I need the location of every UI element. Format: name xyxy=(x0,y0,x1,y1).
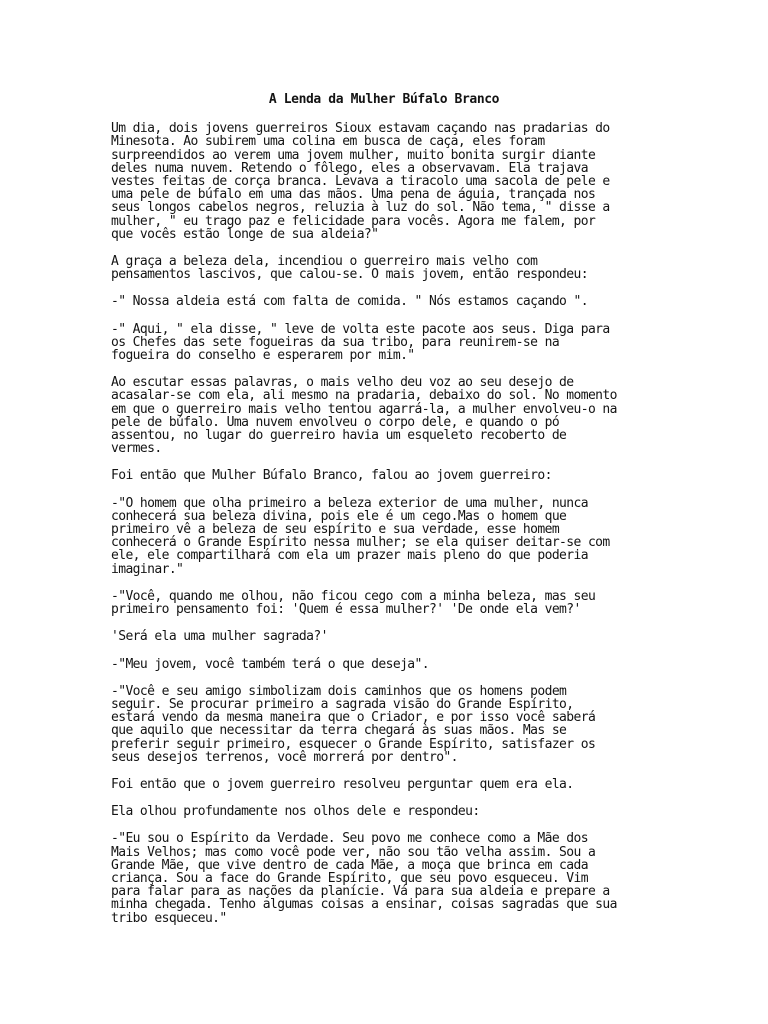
paragraph: Ela olhou profundamente nos olhos dele e respondeu: xyxy=(111,804,480,820)
paragraph: -" Aqui, " ela disse, " leve de volta este pacote aos seus. Diga para os Chefes das sete fogueiras da sua tribo, para reunirem-se na fogueira do conselho e esperarem por mim." xyxy=(111,321,610,364)
paragraph: -"Meu jovem, você também terá o que deseja". xyxy=(111,656,429,672)
paragraph: Foi então que o jovem guerreiro resolveu perguntar quem era ela. xyxy=(111,776,574,792)
paragraph: -" Nossa aldeia está com falta de comida. " Nós estamos caçando ". xyxy=(111,294,588,310)
paragraph: Foi então que Mulher Búfalo Branco, falou ao jovem guerreiro: xyxy=(111,468,552,484)
paragraph: Um dia, dois jovens guerreiros Sioux estavam caçando nas pradarias do Minesota. Ao subirem uma colina em busca de caça, eles foram surpreendidos ao verem uma jovem mulher, muito bonita surgir diante deles numa nuvem. Retendo o fôlego, eles a observavam. Ela trajava vestes feitas de corça branca. Levava a tiracolo uma sacola de pele e uma pele de búfalo em uma das mãos. Uma pena de águia, trançada nos seus longos cabelos negros, reluzia à luz do sol. Não tema, " disse a mulher, " eu trago paz e felicidade para vocês. Agora me falem, por que vocês estão longe de sua aldeia?" xyxy=(111,121,610,242)
paragraph: Ao escutar essas palavras, o mais velho deu voz ao seu desejo de acasalar-se com ela, ali mesmo na pradaria, debaixo do sol. No momento em que o guerreiro mais velho tentou agarrá-la, a mulher envolveu-o na pele de búfalo. Uma nuvem envolveu o corpo dele, e quando o pó assentou, no lugar do guerreiro havia um esqueleto recoberto de vermes. xyxy=(111,375,617,457)
paragraph: -"Eu sou o Espírito da Verdade. Seu povo me conhece como a Mãe dos Mais Velhos; mas como você pode ver, não sou tão velha assim. Sou a Grande Mãe, que vive dentro de cada Mãe, a moça que brinca em cada criança. Sou a face do Grande Espírito, que seu povo esqueceu. Vim para falar para as nações da planície. Vá para sua aldeia e prepare a minha chegada. Tenho algumas coisas a ensinar, coisas sagradas que sua tribo esqueceu." xyxy=(111,831,617,926)
paragraph: -"Você, quando me olhou, não ficou cego com a minha beleza, mas seu primeiro pensamento foi: 'Quem é essa mulher?' 'De onde ela vem?' xyxy=(111,588,596,618)
document-body xyxy=(111,93,657,939)
paragraph: -"O homem que olha primeiro a beleza exterior de uma mulher, nunca conhecerá sua beleza divina, pois ele é um cego.Mas o homem que primeiro vê a beleza de seu espírito e sua verdade, esse homem conhecerá o Grande Espírito nessa mulher; se ela quiser deitar-se com ele, ele compartilhará com ela um prazer mais pleno do que poderia imaginar." xyxy=(111,495,610,577)
paragraph: A graça a beleza dela, incendiou o guerreiro mais velho com pensamentos lascivos, que calou-se. O mais jovem, então respondeu: xyxy=(111,254,588,283)
paragraph: 'Será ela uma mulher sagrada?' xyxy=(111,629,328,645)
document-title: A Lenda da Mulher Búfalo Branco xyxy=(268,92,500,107)
paragraph: -"Você e seu amigo simbolizam dois caminhos que os homens podem seguir. Se procurar primeiro a sagrada visão do Grande Espírito, estará vendo da mesma maneira que o Criador, e por isso você saberá que aquilo que necessitar da terra chegará às suas mãos. Mas se preferir seguir primeiro, esquecer o Grande Espírito, satisfazer os seus desejos terrenos, você morrerá por dentro". xyxy=(111,683,596,765)
